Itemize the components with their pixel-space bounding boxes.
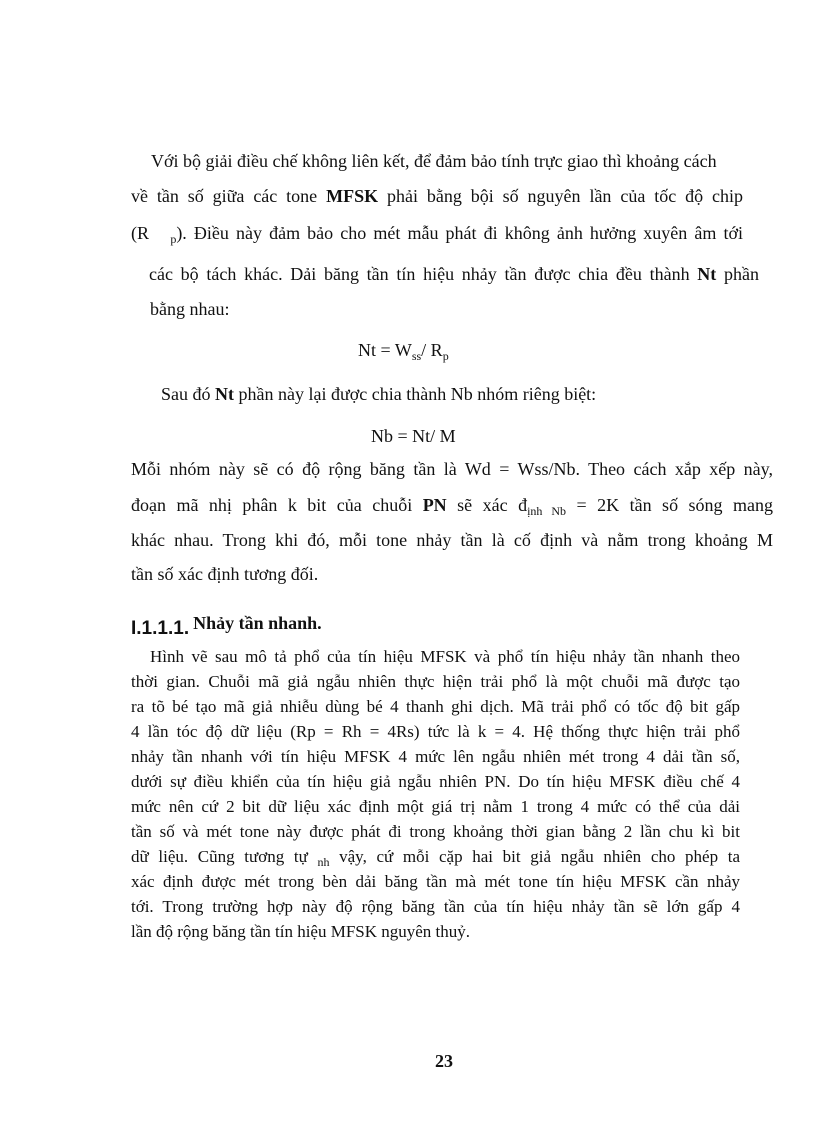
text: Nt = W [358,340,412,360]
text: (R [131,223,149,243]
para4-line9 [131,846,740,873]
para1-line2 [131,185,743,207]
text: Với bộ giải điều chế không liên kết, để đảm bảo tính trực giao thì khoảng cách [151,151,717,171]
text: phải bằng bội số nguyên lần của tốc độ chip [378,186,743,206]
subscript: ss [411,349,422,363]
para4-line12 [131,921,470,943]
para4-line4 [131,721,740,743]
page-number [435,1051,453,1072]
text: ). Điều này đảm bảo cho mét mẫu phát đi không ảnh hưởng xuyên âm tới [176,223,744,243]
para4-line2 [131,671,740,693]
para2 [161,383,596,405]
para1-line4 [149,263,759,285]
para4-line3 [131,696,740,718]
para3-line2 [131,494,773,522]
bold-term: MFSK [326,186,379,206]
para4-line8 [131,821,740,843]
subscript: p [442,349,449,363]
para4-line7 [131,796,740,818]
equation-nb [371,426,456,447]
para3-line4 [131,563,318,585]
subscript: ịnh Nb [527,504,567,518]
text: 4 lần tóc độ dữ liệu (Rp = Rh = 4Rs) tức là k = 4. Hệ thống thực hiện trải phổ [131,722,740,741]
text: xác định được mét trong bèn dải băng tần mà mét tone tín hiệu MFSK cần nhảy [131,872,740,891]
para1-line1 [151,150,717,172]
text: = 2K tần số sóng mang [566,495,773,515]
text: Nb = Nt/ M [371,426,456,446]
text: dưới sự điều khiển của tín hiệu giả ngẫu nhiên PN. Do tín hiệu MFSK điều chế 4 [131,772,740,791]
text: tần số và mét tone này được phát đi trong khoảng thời gian bằng 2 lần chu kì bit [131,822,740,841]
text: tới. Trong trường hợp này độ rộng băng tần của tín hiệu nhảy tần sẽ lớn gấp 4 [131,897,740,916]
text: vậy, cứ mỗi cặp hai bit giả ngẫu nhiên cho phép ta [329,847,740,866]
heading-title: Nhảy tần nhanh. [193,613,322,633]
text: phần này lại được chia thành Nb nhóm riêng biệt: [234,384,597,404]
text: ra tõ bé tạo mã giả nhiễu dùng bé 4 thanh ghi dịch. Mã trải phổ có tốc độ bit gấp [131,697,740,716]
para1-line3 [131,222,743,250]
text: nhảy tần nhanh với tín hiệu MFSK 4 mức lên ngẫu nhiên mét trong 4 dải tần số, [131,747,740,766]
subscript: nh [317,855,330,869]
text: tần số xác định tương đối. [131,564,319,584]
bold-term: PN [422,495,447,515]
section-heading [131,613,322,640]
heading-number: I.1.1.1. [131,618,190,639]
bold-term: Nt [697,264,717,284]
para1-line5 [150,298,229,320]
text: bằng nhau: [150,299,230,319]
subscript: p [170,232,177,246]
bold-term: Nt [215,384,234,404]
para3-line3 [131,529,773,551]
page-number-text: 23 [435,1051,453,1071]
text: Hình vẽ sau mô tả phổ của tín hiệu MFSK và phổ tín hiệu nhảy tần nhanh theo [150,647,740,666]
text: / R [421,340,443,360]
para4-line1 [131,646,740,668]
para4-line6 [131,771,740,793]
text: sẽ xác đ [446,495,528,515]
text: thời gian. Chuỗi mã giả ngẫu nhiên thực hiện trải phổ là một chuỗi mã được tạo [131,672,740,691]
text: khác nhau. Trong khi đó, mỗi tone nhảy tần là cố định và nằm trong khoảng M [131,530,773,550]
text: lần độ rộng băng tần tín hiệu MFSK nguyên thuỷ. [131,922,471,941]
text: về tần số giữa các tone [131,186,327,206]
text: đoạn mã nhị phân k bit của chuỗi [131,495,423,515]
equation-nt [358,340,449,364]
para3-line1 [131,458,773,480]
text: Sau đó [161,384,215,404]
text: Mỗi nhóm này sẽ có độ rộng băng tần là Wd = Wss/Nb. Theo cách xắp xếp này, [131,459,773,479]
para4-line10 [131,871,740,893]
para4-line5 [131,746,740,768]
text: phần [716,264,759,284]
text: dữ liệu. Cũng tương tự [131,847,308,866]
text: các bộ tách khác. Dải băng tần tín hiệu nhảy tần được chia đều thành [149,264,698,284]
text: mức nên cứ 2 bit dữ liệu xác định một giá trị nằm 1 trong 4 mức có thể của dải [131,797,740,816]
para4-line11 [131,896,740,918]
